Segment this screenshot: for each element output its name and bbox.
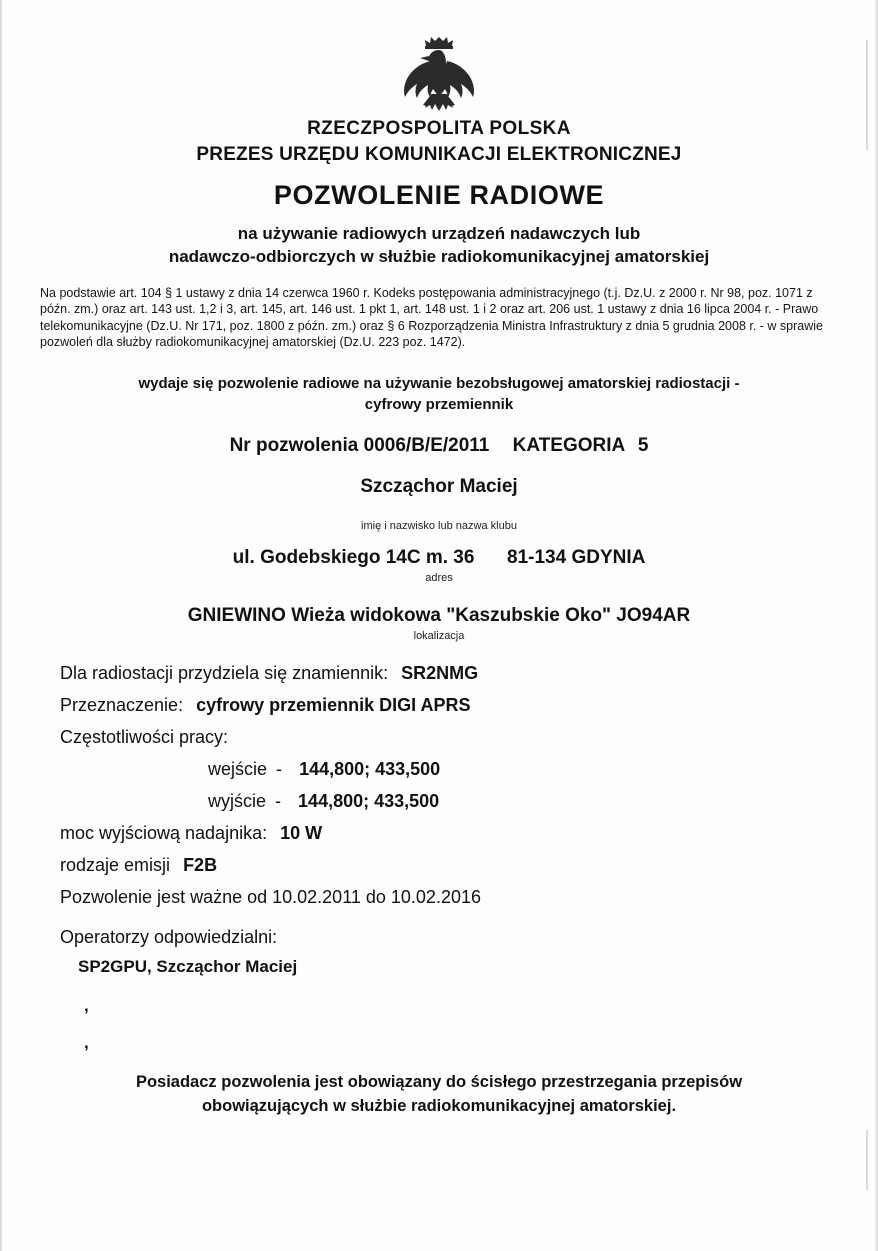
- power-value: 10 W: [280, 822, 323, 843]
- location-caption: lokalizacja: [413, 629, 465, 642]
- document-subtitle-line1: na używanie radiowych urządzeń nadawczych lub: [237, 224, 641, 243]
- frequency-output-row: wyjście - 144,800; 433,500: [208, 790, 440, 811]
- frequencies-label: Częstotliwości pracy:: [60, 726, 229, 747]
- address-city: 81-134 GDYNIA: [507, 546, 646, 568]
- station-location: GNIEWINO Wieża widokowa "Kaszubskie Oko" JO94AR: [187, 604, 691, 626]
- page-right-edge: [874, 0, 878, 1251]
- country-line: RZECZPOSPOLITA POLSKA: [307, 118, 571, 139]
- issue-note-line2: cyfrowy przemiennik: [364, 395, 514, 413]
- validity-text: Pozwolenie jest ważne od 10.02.2011 do 10.02.2016: [60, 886, 481, 907]
- scan-artifact: [866, 40, 868, 150]
- operator-item: ,: [84, 1032, 89, 1052]
- emission-value: F2B: [183, 854, 218, 875]
- address-street: ul. Godebskiego 14C m. 36: [232, 546, 475, 568]
- frequency-input-value: 144,800; 433,500: [299, 758, 441, 779]
- footer-note: [40, 1071, 838, 1119]
- category-label: KATEGORIA: [512, 434, 625, 456]
- footer-note-line2: obowiązujących w służbie radiokomunikacyjnej amatorskiej.: [201, 1096, 677, 1115]
- issue-note-line1: wydaje się pozwolenie radiowe na używanie bezobsługowej amatorskiej radiostacji -: [138, 374, 740, 392]
- power-label: moc wyjściową nadajnika:: [60, 822, 268, 843]
- operators-heading: Operatorzy odpowiedzialni:: [60, 926, 278, 947]
- document-title: POZWOLENIE RADIOWE: [273, 180, 605, 210]
- legal-basis-paragraph: Na podstawie art. 104 § 1 ustawy z dnia 14 czerwca 1960 r. Kodeks postępowania administracyjnego (t.j. Dz.U. z 2000 r. Nr 98, poz. 1071 z późn. zm.) oraz art. 143 ust. 1,2 i 3, art. 145, art. 146 ust. 1 pkt 1, art. 148 ust. 1 i 2 oraz art. 206 ust. 1 ustawy z dnia 16 lipca 2004 r. - Prawo telekomunikacyjne (Dz.U. Nr 171, poz. 1800 z późn. zm.) oraz § 6 Rozporządzenia Ministra Infrastruktury z dnia 5 grudnia 2008 r. - w sprawie pozwoleń dla służby radiokomunikacyjnej amatorskiej (Dz.U. 223 poz. 1472).: [40, 285, 823, 350]
- holder-name: Szcząchor Maciej: [360, 475, 518, 497]
- frequency-output-label: wyjście: [208, 790, 267, 811]
- frequency-input-row: wejście - 144,800; 433,500: [208, 758, 441, 779]
- address-caption: adres: [425, 571, 453, 584]
- permit-fields: [60, 664, 838, 1051]
- purpose-label: Przeznaczenie:: [60, 694, 184, 715]
- operator-item: SP2GPU, Szcząchor Maciej: [78, 956, 298, 976]
- emission-row: [60, 856, 838, 874]
- holder-address: [40, 547, 838, 569]
- callsign-label: Dla radiostacji przydziela się znamiennik:: [60, 662, 389, 683]
- footer-note-line1: Posiadacz pozwolenia jest obowiązany do ścisłego przestrzegania przepisów: [135, 1072, 743, 1091]
- issue-note: [40, 373, 838, 415]
- scan-artifact: [866, 1130, 868, 1190]
- purpose-value: cyfrowy przemiennik DIGI APRS: [196, 694, 471, 715]
- frequency-input-label: wejście: [208, 758, 268, 779]
- permit-number-row: [40, 435, 838, 457]
- operator-item: ,: [84, 995, 89, 1015]
- purpose-row: [60, 696, 838, 714]
- power-row: [60, 824, 838, 842]
- frequency-output-value: 144,800; 433,500: [298, 790, 440, 811]
- authority-line: PREZES URZĘDU KOMUNIKACJI ELEKTRONICZNEJ: [196, 144, 682, 165]
- emission-label: rodzaje emisji: [60, 854, 171, 875]
- callsign-value: SR2NMG: [401, 662, 479, 683]
- category-value: 5: [637, 434, 649, 456]
- polish-eagle-emblem-icon: [40, 34, 838, 112]
- holder-caption: imię i nazwisko lub nazwa klubu: [361, 519, 517, 532]
- document-subtitle: [40, 223, 838, 269]
- permit-number: Nr pozwolenia 0006/B/E/2011: [229, 434, 490, 456]
- page-left-edge: [0, 0, 3, 1251]
- document-content: [40, 34, 838, 1119]
- callsign-row: [60, 664, 838, 682]
- document-subtitle-line2: nadawczo-odbiorczych w służbie radiokomunikacyjnej amatorskiej: [168, 246, 710, 266]
